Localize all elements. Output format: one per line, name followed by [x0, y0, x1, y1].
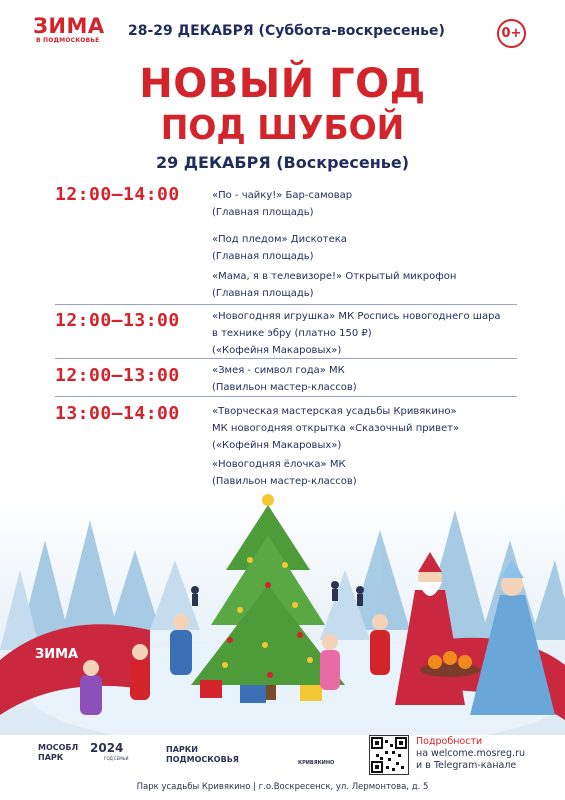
event-detail: в технике эбру (платно 150 ₽)	[212, 328, 372, 339]
event-location: («Кофейня Макаровых»)	[212, 440, 342, 451]
krivyakino-logo: КРИВЯКИНО	[298, 760, 335, 766]
time-slot: 13:00–14:00	[55, 403, 180, 424]
time-slot: 12:00–13:00	[55, 365, 180, 386]
event-title: «Под пледом» Дискотека	[212, 234, 347, 245]
event-location: (Главная площадь)	[212, 288, 314, 299]
event-dates: 28-29 ДЕКАБРЯ (Суббота-воскресенье)	[128, 23, 445, 39]
event-item	[212, 362, 532, 396]
event-item	[212, 456, 532, 490]
event-item	[212, 268, 532, 302]
divider	[55, 358, 517, 359]
qr-code[interactable]	[369, 735, 409, 775]
more-info-text: Подробности на welcome.mosreg.ru и в Telegram-канале	[416, 736, 525, 771]
page-title-line2: ПОД ШУБОЙ	[160, 108, 405, 147]
event-location: (Павильон мастер-классов)	[212, 476, 357, 487]
time-slot: 12:00–13:00	[55, 310, 180, 331]
rink-banner-text: ЗИМА	[35, 647, 79, 662]
event-title: «Новогодняя ёлочка» МК	[212, 459, 346, 470]
mosobl-park-logo: МОСОБЛ ПАРК	[38, 743, 79, 762]
year-of-family-subtitle: ГОД СЕМЬИ	[104, 756, 129, 761]
winter-rink-illustration	[0, 490, 565, 735]
age-rating-badge: 0+	[497, 19, 526, 48]
event-detail: МК новогодняя открытка «Сказочный привет»	[212, 423, 460, 434]
event-location: («Кофейня Макаровых»)	[212, 345, 342, 356]
event-item	[212, 231, 532, 265]
time-slot: 12:00–14:00	[55, 184, 180, 205]
event-location: (Павильон мастер-классов)	[212, 382, 357, 393]
event-location: (Главная площадь)	[212, 207, 314, 218]
divider	[55, 396, 517, 397]
event-title: «Творческая мастерская усадьбы Кривякино»	[212, 406, 457, 417]
event-item	[212, 403, 532, 454]
event-item	[212, 308, 532, 359]
parks-podmoskovya-logo: ПАРКИ ПОДМОСКОВЬЯ	[166, 745, 239, 764]
event-title: «Мама, я в телевизоре!» Открытый микрофон	[212, 271, 457, 282]
page-title: НОВЫЙ ГОД	[139, 61, 426, 107]
qr-code-icon	[370, 736, 408, 774]
divider	[55, 304, 517, 305]
zima-logo-subtitle: В ПОДМОСКОВЬЕ	[36, 37, 100, 44]
event-item	[212, 187, 532, 221]
address-line: Парк усадьбы Кривякино | г.о.Воскресенск, ул. Лермонтова, д. 5	[136, 782, 429, 792]
schedule-date: 29 ДЕКАБРЯ (Воскресенье)	[155, 153, 410, 172]
event-title: «Змея - символ года» МК	[212, 365, 345, 376]
zima-logo: ЗИМА	[33, 14, 105, 38]
event-title: «Новогодняя игрушка» МК Роспись новогоднего шара	[212, 311, 501, 322]
year-of-family-logo: 2024	[90, 741, 124, 755]
event-title: «По - чайку!» Бар-самовар	[212, 190, 353, 201]
event-location: (Главная площадь)	[212, 251, 314, 262]
